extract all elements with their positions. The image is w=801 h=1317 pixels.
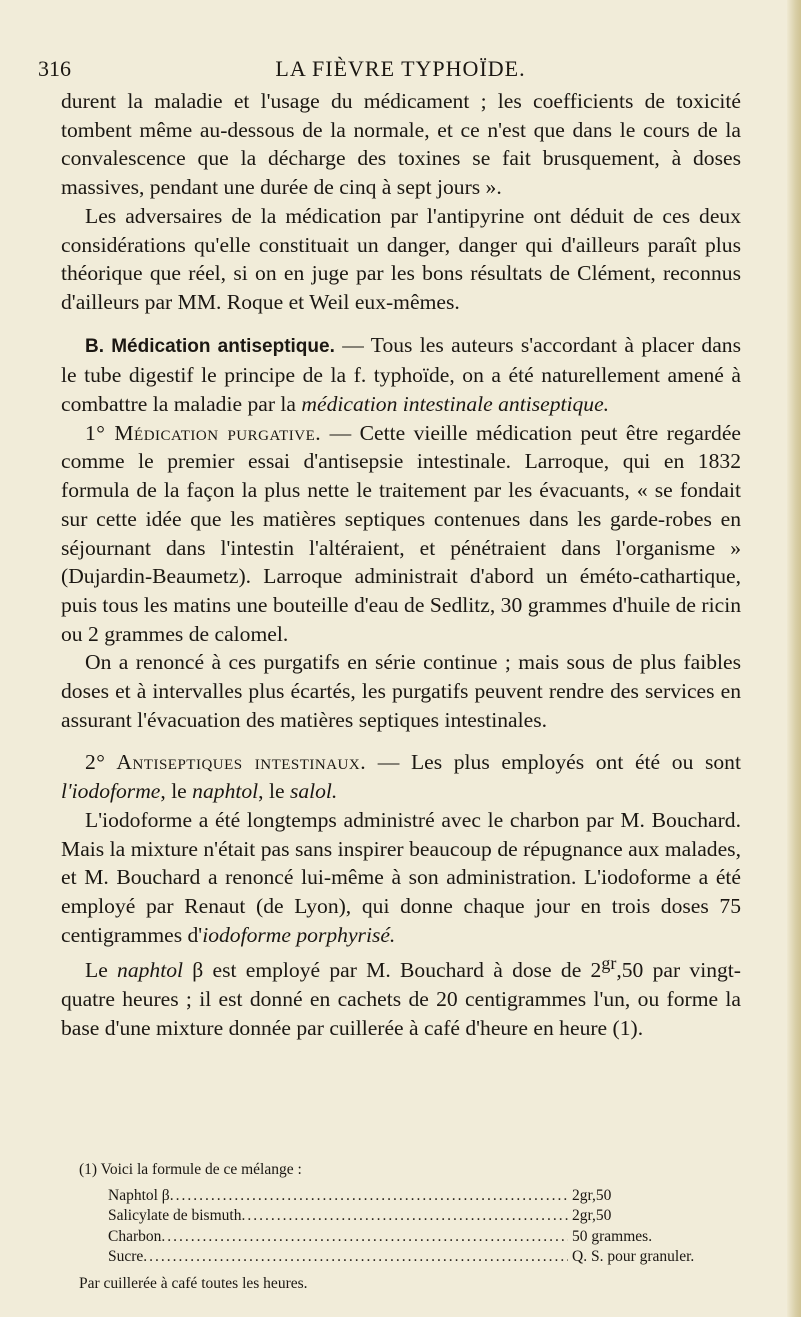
- term-salol: salol.: [289, 779, 338, 804]
- formula-row: [108, 1227, 724, 1248]
- paragraph-adversaires: Les adversaires de la médication par l'antipyrine ont déduit de ces deux considérations qu'elle constituait un danger, danger qui d'ailleurs paraît plus théorique que réel, si on en juge par les bons résultats de Clément, reconnus d'ailleurs par MM. Roque et Weil eux-mêmes.: [61, 203, 741, 314]
- page-number: 316: [38, 56, 71, 81]
- subsection-1-text: — Cette vieille médication peut être regardée comme le premier essai d'antisepsie intestinale. Larroque, qui en 1832 formula de la façon la plus nette le traitement par les évacuants, « se fondait sur cette idée que les matières septiques contenues dans les garde-robes en séjournant dans l'intestin l'altéraient, et pénétraient dans l'organisme » (Dujardin-Beaumetz). Larroque administrait d'abord un éméto-cathartique, puis tous les matins une bouteille d'eau de Sedlitz, 30 grammes d'huile de ricin ou 2 grammes de calomel.: [61, 420, 741, 646]
- footnote-outro: Par cuillerée à café toutes les heures.: [79, 1274, 308, 1292]
- naphtol-text-a: Le: [85, 958, 118, 983]
- section-b-italic: médication intestinale antiseptique.: [301, 392, 610, 417]
- formula-row: [108, 1247, 724, 1268]
- page-edge-shadow: [787, 0, 801, 1317]
- dot-leader: [161, 1227, 568, 1248]
- paragraph-continuation: durent la maladie et l'usage du médicament ; les coefficients de toxicité tombent même au-dessous de la normale, et ce n'est que dans le cours de la convalescence que la décharge des toxines se fait brusquement, à doses massives, pendant une durée de cinq à sept jours ».: [61, 89, 741, 200]
- naphtol-text-c: ,50 par vingt-quatre heures ; il est donné en cachets de 20 centigrammes l'un, ou forme la base d'une mixture donnée par cuillerée à café d'heure en heure (1).: [61, 958, 741, 1040]
- running-header: [38, 56, 763, 86]
- term-iodoforme: l'iodoforme: [61, 779, 161, 804]
- unit-superscript: gr: [601, 953, 617, 974]
- separator-2: , le: [258, 779, 290, 804]
- term-naphtol: naphtol: [192, 779, 259, 804]
- iodoforme-italic: iodoforme porphyrisé.: [202, 922, 396, 947]
- subsection-heading-1: 1° Médication purgative.: [85, 420, 322, 445]
- ingredient-quantity: 50 grammes.: [572, 1227, 653, 1245]
- dot-leader: [170, 1186, 568, 1207]
- ingredient-name: Naphtol β: [108, 1186, 170, 1204]
- paragraph-renonce: On a renoncé à ces purgatifs en série continue ; mais sous de plus faibles doses et à intervalles plus écartés, les purgatifs peuvent rendre des services en assurant l'évacuation des matières septiques intestinales.: [61, 650, 741, 732]
- iodoforme-text: L'iodoforme a été longtemps administré avec le charbon par M. Bouchard. Mais la mixture n'était pas sans inspirer beaucoup de répugnance aux malades, et M. Bouchard a renoncé lui-même à son administration. L'iodoforme a été employé par Renaut (de Lyon), qui donne chaque jour en trois doses 75 centigrammes d': [61, 807, 741, 947]
- formula-row: [108, 1186, 724, 1207]
- ingredient-name: Charbon: [108, 1227, 162, 1245]
- section-heading-b: B. Médication antiseptique.: [85, 335, 335, 357]
- ingredient-quantity: 2gr,50: [572, 1207, 612, 1224]
- main-text: [61, 87, 741, 1043]
- paragraph-iodoforme: [61, 806, 741, 950]
- footnote: [61, 1160, 741, 1294]
- paragraph-antiseptiques: [61, 748, 741, 805]
- ingredient-quantity: Q. S. pour granuler.: [572, 1248, 695, 1265]
- paragraph-medication-purgative: [61, 419, 741, 649]
- ingredient-name: Sucre: [108, 1248, 144, 1265]
- separator-1: , le: [160, 779, 193, 804]
- formula-row: [108, 1206, 724, 1227]
- paragraph-medication-antiseptique: [61, 331, 741, 419]
- naphtol-italic: naphtol: [117, 958, 184, 983]
- formula-list: [108, 1186, 724, 1268]
- section-b-text: — Tous les auteurs s'accordant à placer dans le tube digestif le principe de la f. typhoïde, on a été naturellement amené à combattre la maladie par la: [61, 332, 741, 417]
- dot-leader: [241, 1206, 568, 1227]
- paragraph-naphtol: [61, 949, 741, 1042]
- ingredient-quantity: 2gr,50: [572, 1186, 612, 1204]
- footnote-intro: (1) Voici la formule de ce mélange :: [79, 1161, 302, 1178]
- naphtol-text-b: β est employé par M. Bouchard à dose de 2: [183, 958, 602, 983]
- ingredient-name: Salicylate de bismuth: [108, 1207, 242, 1224]
- dot-leader: [143, 1247, 568, 1268]
- subsection-heading-2: 2° Antiseptiques intestinaux.: [85, 750, 367, 775]
- running-title: LA FIÈVRE TYPHOÏDE.: [275, 56, 526, 81]
- subsection-2-text: — Les plus employés ont été ou sont: [366, 750, 741, 775]
